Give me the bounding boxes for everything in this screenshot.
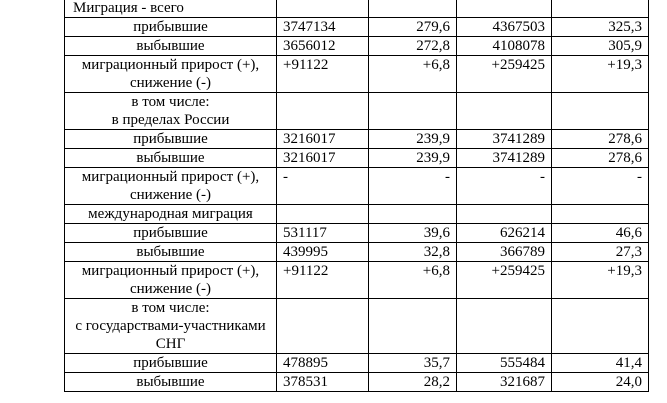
- value-cell: 3741289: [457, 130, 552, 149]
- value-cell: 278,6: [552, 149, 649, 168]
- row-label: [65, 130, 277, 149]
- value-cell: 239,9: [369, 130, 457, 149]
- value-cell: 239,9: [369, 149, 457, 168]
- value-cell: [277, 299, 369, 354]
- value-cell: [369, 299, 457, 354]
- value-cell: [369, 0, 457, 18]
- value-cell: 35,7: [369, 354, 457, 373]
- row-label-line: прибывшие: [133, 131, 208, 147]
- row-label-line: с государствами-участниками: [75, 318, 266, 334]
- row-label-line: выбывшие: [136, 374, 205, 390]
- row-label: [65, 168, 277, 205]
- table-row: [65, 37, 649, 56]
- value-cell: -: [552, 168, 649, 205]
- value-cell: 4108078: [457, 37, 552, 56]
- row-label: [65, 224, 277, 243]
- value-cell: 321687: [457, 373, 552, 392]
- value-cell: [552, 205, 649, 224]
- row-label-line: прибывшие: [133, 19, 208, 35]
- value-cell: 366789: [457, 243, 552, 262]
- value-cell: [552, 93, 649, 130]
- value-cell: 279,6: [369, 18, 457, 37]
- row-label-line: выбывшие: [136, 244, 205, 260]
- row-label-line: выбывшие: [136, 38, 205, 54]
- value-cell: 555484: [457, 354, 552, 373]
- row-label: [65, 56, 277, 93]
- value-cell: 3741289: [457, 149, 552, 168]
- value-cell: +19,3: [552, 262, 649, 299]
- row-label: [65, 149, 277, 168]
- table-row: [65, 93, 649, 130]
- value-cell: 626214: [457, 224, 552, 243]
- value-cell: 24,0: [552, 373, 649, 392]
- value-cell: 3216017: [277, 130, 369, 149]
- value-cell: -: [369, 168, 457, 205]
- row-label-line: Миграция - всего: [73, 0, 184, 16]
- table-row: [65, 0, 649, 18]
- value-cell: 531117: [277, 224, 369, 243]
- value-cell: 439995: [277, 243, 369, 262]
- value-cell: [369, 93, 457, 130]
- table-row: [65, 299, 649, 354]
- row-label-line: в пределах России: [111, 112, 230, 128]
- value-cell: 27,3: [552, 243, 649, 262]
- migration-table: [64, 0, 649, 392]
- value-cell: [277, 93, 369, 130]
- value-cell: [552, 0, 649, 18]
- value-cell: 4367503: [457, 18, 552, 37]
- row-label-line: в том числе:: [131, 300, 210, 316]
- row-label: [65, 373, 277, 392]
- value-cell: +259425: [457, 262, 552, 299]
- row-label: [65, 37, 277, 56]
- value-cell: 272,8: [369, 37, 457, 56]
- value-cell: -: [277, 168, 369, 205]
- value-cell: +6,8: [369, 262, 457, 299]
- row-label-line: снижение (-): [130, 75, 211, 91]
- value-cell: 325,3: [552, 18, 649, 37]
- value-cell: 28,2: [369, 373, 457, 392]
- value-cell: [277, 0, 369, 18]
- value-cell: 3216017: [277, 149, 369, 168]
- row-label-line: снижение (-): [130, 281, 211, 297]
- value-cell: [552, 299, 649, 354]
- table-row: [65, 168, 649, 205]
- value-cell: 378531: [277, 373, 369, 392]
- row-label-line: прибывшие: [133, 355, 208, 371]
- row-label: [65, 93, 277, 130]
- value-cell: 3656012: [277, 37, 369, 56]
- value-cell: 3747134: [277, 18, 369, 37]
- row-label-line: миграционный прирост (+),: [81, 169, 260, 185]
- table-row: [65, 373, 649, 392]
- row-label-line: международная миграция: [88, 206, 253, 222]
- row-label-line: миграционный прирост (+),: [81, 57, 260, 73]
- value-cell: 39,6: [369, 224, 457, 243]
- value-cell: [277, 205, 369, 224]
- row-label: [65, 299, 277, 354]
- table-row: [65, 56, 649, 93]
- row-label-line: СНГ: [155, 336, 186, 352]
- value-cell: 278,6: [552, 130, 649, 149]
- table-row: [65, 224, 649, 243]
- row-label: [65, 243, 277, 262]
- value-cell: 41,4: [552, 354, 649, 373]
- row-label-line: прибывшие: [133, 225, 208, 241]
- migration-table-body: [65, 0, 649, 392]
- table-row: [65, 130, 649, 149]
- row-label-line: снижение (-): [130, 187, 211, 203]
- table-row: [65, 18, 649, 37]
- row-label: [65, 0, 277, 18]
- value-cell: 32,8: [369, 243, 457, 262]
- value-cell: [369, 205, 457, 224]
- value-cell: +6,8: [369, 56, 457, 93]
- row-label: [65, 18, 277, 37]
- row-label: [65, 262, 277, 299]
- row-label-line: миграционный прирост (+),: [81, 263, 260, 279]
- table-row: [65, 262, 649, 299]
- value-cell: [457, 205, 552, 224]
- value-cell: 46,6: [552, 224, 649, 243]
- value-cell: +19,3: [552, 56, 649, 93]
- value-cell: +91122: [277, 262, 369, 299]
- row-label-line: в том числе:: [131, 94, 210, 110]
- row-label: [65, 354, 277, 373]
- table-row: [65, 205, 649, 224]
- value-cell: 478895: [277, 354, 369, 373]
- row-label: [65, 205, 277, 224]
- table-row: [65, 149, 649, 168]
- value-cell: [457, 0, 552, 18]
- value-cell: -: [457, 168, 552, 205]
- row-label-line: выбывшие: [136, 150, 205, 166]
- value-cell: [457, 93, 552, 130]
- value-cell: +259425: [457, 56, 552, 93]
- table-row: [65, 243, 649, 262]
- table-row: [65, 354, 649, 373]
- value-cell: 305,9: [552, 37, 649, 56]
- value-cell: +91122: [277, 56, 369, 93]
- value-cell: [457, 299, 552, 354]
